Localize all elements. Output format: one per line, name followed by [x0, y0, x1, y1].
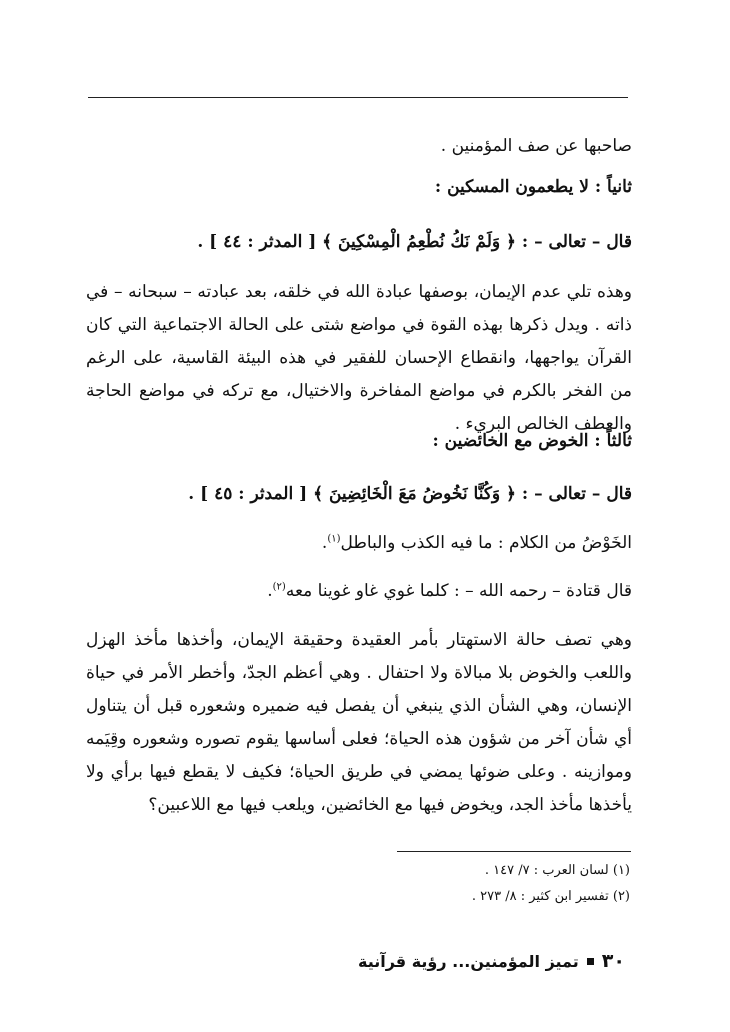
footnote-2: (٢) تفسير ابن كثير : ٨/ ٢٧٣ .: [471, 889, 630, 904]
paragraph-intro-tail: [86, 130, 632, 163]
square-bullet-icon: [587, 958, 594, 965]
paragraph-explanation-2: [86, 624, 632, 822]
footnote-marker-2: (٢): [272, 581, 286, 593]
heading-third: [86, 425, 632, 458]
footnote-rule: [397, 851, 631, 852]
quran-verse: قال – تعالى – : ﴿ وَكُنَّا نَخُوضُ مَعَ الْخَائِضِينَ ﴾ [ المدثر : ٤٥ ] .: [188, 484, 632, 504]
page-footer: [358, 950, 625, 972]
quran-verse: قال – تعالى – : ﴿ وَلَمْ نَكُ نُطْعِمُ الْمِسْكِينَ ﴾ [ المدثر : ٤٤ ] .: [197, 232, 632, 252]
paragraph-text: [86, 527, 632, 560]
footnote-1: (١) لسان العرب : ٧/ ١٤٧ .: [484, 863, 630, 878]
section-heading: ثانياً : لا يطعمون المسكين :: [434, 177, 632, 197]
footnotes: [300, 858, 630, 910]
paragraph-explanation-1: [86, 276, 632, 441]
footnote-marker-1: (١): [327, 533, 341, 545]
paragraph-text: صاحبها عن صف المؤمنين .: [440, 136, 632, 156]
header-rule: [88, 97, 628, 98]
qatada-quote: [86, 575, 632, 608]
verse-quote-2: [86, 478, 632, 511]
verse-quote-1: [86, 226, 632, 259]
definition-text: الخَوْضُ من الكلام : ما فيه الكذب والباطل: [340, 533, 632, 553]
quote-tail: .: [267, 581, 273, 601]
definition-tail: .: [321, 533, 328, 553]
heading-second: [86, 171, 632, 204]
quote-text: قال قتادة – رحمه الله – : كلما غوي غاو غوينا معه: [285, 581, 632, 601]
book-title: تميز المؤمنين... رؤية قرآنية: [357, 951, 579, 971]
paragraph-text: [86, 575, 632, 608]
paragraph-text: وهي تصف حالة الاستهتار بأمر العقيدة وحقيقة الإيمان، وأخذها مأخذ الهزل واللعب والخوض بلا مبالاة ولا احتفال . وهي أعظم الجدّ، وأخطر الأمر في حياة الإنسان، وهي الشأن الذي ينبغي أن يفصل فيه ضميره وشعوره قبل أن يتناول أي شأن آخر من شؤون هذه الحياة؛ فعلى أساسها يقوم تصوره وشعوره وقِيَمه وموازينه . وعلى ضوئها يمضي في طريق الحياة؛ فكيف لا يقطع فيها برأي ولا يأخذها مأخذ الجد، ويخوض فيها مع الخائضين، ويلعب فيها مع اللاعبين؟: [86, 630, 632, 815]
page-number: ٣٠: [601, 950, 625, 972]
definition-line: [86, 527, 632, 560]
section-heading: ثالثاً : الخوض مع الخائضين :: [432, 431, 632, 451]
paragraph-text: وهذه تلي عدم الإيمان، بوصفها عبادة الله في خلقه، بعد عبادته – سبحانه – في ذاته . ويدل ذكرها بهذه القوة في مواضع شتى على الحالة الاجتماعية التي كان القرآن يواجهها، وانقطاع الإحسان للفقير في هذه البيئة القاسية، على الرغم من الفخر بالكرم في مواضع المفاخرة والاختيال، مع تركه في مواضع الحاجة والعطف الخالص البريء .: [86, 282, 633, 434]
